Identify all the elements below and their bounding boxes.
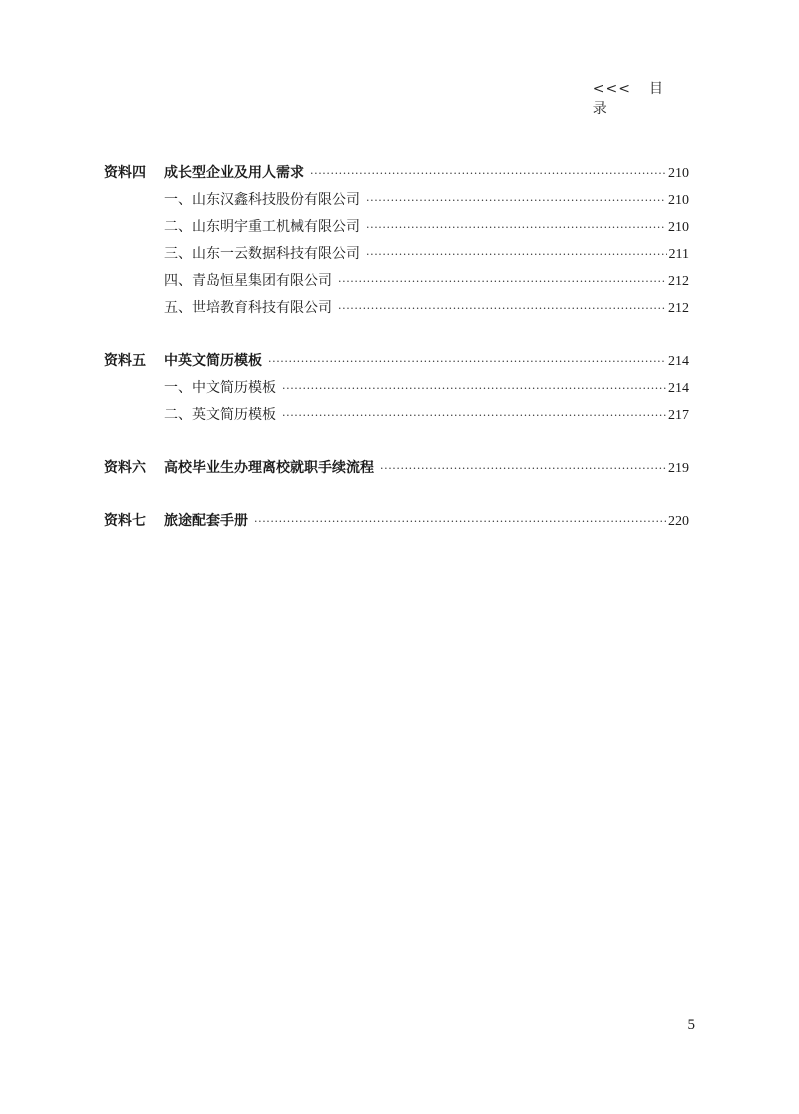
item-label: 五、世培教育科技有限公司 <box>164 300 332 316</box>
item-page: 211 <box>668 247 689 262</box>
item-page: 214 <box>668 381 689 396</box>
section-title: 旅途配套手册 <box>164 513 248 529</box>
item-page: 210 <box>668 220 689 235</box>
toc-item[interactable] <box>104 295 689 322</box>
toc-item[interactable] <box>104 241 689 268</box>
item-page: 212 <box>668 274 689 289</box>
section-gap <box>104 482 689 508</box>
section-page: 220 <box>668 514 689 529</box>
leader-dots <box>366 187 666 214</box>
section-prefix: 资料七 <box>104 513 146 529</box>
item-label: 二、山东明宇重工机械有限公司 <box>164 219 360 235</box>
leader-dots <box>254 508 666 535</box>
toc-item[interactable] <box>104 268 689 295</box>
item-label: 一、山东汉鑫科技股份有限公司 <box>164 192 360 208</box>
item-label: 三、山东一云数据科技有限公司 <box>164 246 360 262</box>
toc-item[interactable] <box>104 375 689 402</box>
item-page: 217 <box>668 408 689 423</box>
section-prefix: 资料五 <box>104 353 146 369</box>
section-title: 中英文简历模板 <box>164 353 262 369</box>
running-header <box>593 78 695 118</box>
section-prefix: 资料四 <box>104 165 146 181</box>
leader-dots <box>366 214 666 241</box>
table-of-contents <box>104 160 689 535</box>
toc-section[interactable] <box>104 160 689 187</box>
header-arrows: <<< <box>592 81 631 97</box>
page-number: 5 <box>687 1017 695 1033</box>
leader-dots <box>282 402 666 429</box>
leader-dots <box>338 268 666 295</box>
toc-item[interactable] <box>104 214 689 241</box>
leader-dots <box>380 455 666 482</box>
item-label: 四、青岛恒星集团有限公司 <box>164 273 332 289</box>
leader-dots <box>268 348 666 375</box>
section-gap <box>104 322 689 348</box>
section-gap <box>104 429 689 455</box>
section-page: 210 <box>668 166 689 181</box>
header-title: 目录 <box>592 81 681 117</box>
toc-section[interactable] <box>104 348 689 375</box>
section-page: 219 <box>668 461 689 476</box>
section-title: 成长型企业及用人需求 <box>164 165 304 181</box>
section-page: 214 <box>668 354 689 369</box>
leader-dots <box>366 241 667 268</box>
item-page: 212 <box>668 301 689 316</box>
leader-dots <box>282 375 666 402</box>
toc-item[interactable] <box>104 402 689 429</box>
leader-dots <box>310 160 666 187</box>
item-page: 210 <box>668 193 689 208</box>
item-label: 二、英文简历模板 <box>164 407 276 423</box>
section-prefix: 资料六 <box>104 460 146 476</box>
item-label: 一、中文简历模板 <box>164 380 276 396</box>
section-title: 高校毕业生办理离校就职手续流程 <box>164 460 374 476</box>
toc-section[interactable] <box>104 455 689 482</box>
toc-item[interactable] <box>104 187 689 214</box>
toc-section[interactable] <box>104 508 689 535</box>
leader-dots <box>338 295 666 322</box>
